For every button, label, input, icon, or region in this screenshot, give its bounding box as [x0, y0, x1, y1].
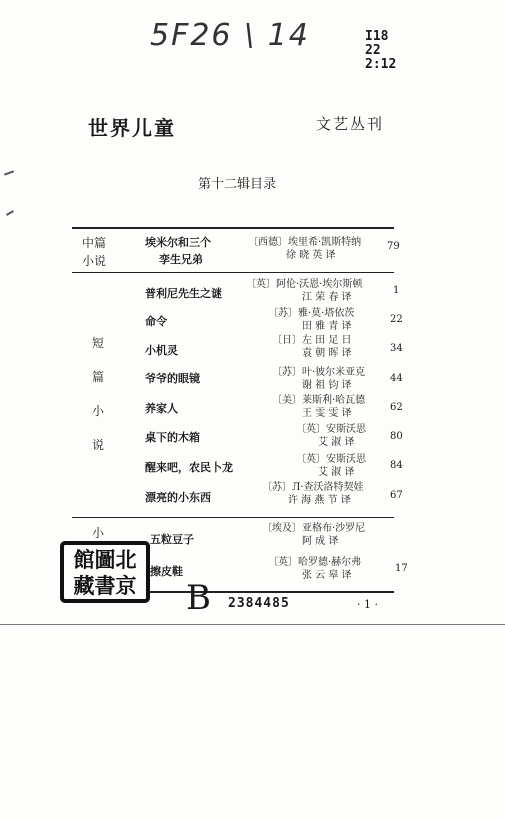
entry-credit: 〔埃及〕亚格布·沙罗尼 阿 成 译 — [262, 523, 366, 547]
stamp-line-2: 藏書京 — [73, 573, 137, 598]
page-number: · 1 · — [357, 598, 378, 611]
entry-credit: 〔西德〕埃里希·凯斯特纳 徐 晓 英 译 — [248, 237, 362, 261]
entry-credit: 〔英〕安斯沃思 艾 淑 译 — [296, 424, 366, 448]
handwritten-callnumber: 5F26 \ 14 — [150, 18, 310, 53]
entry-page: 17 — [395, 563, 408, 574]
entry-page: 79 — [387, 241, 400, 252]
entry-title: 擦皮鞋 — [150, 565, 183, 578]
catalog-line-2: 22 — [365, 43, 381, 58]
barcode-number: 2384485 — [228, 596, 290, 611]
edge-mark — [6, 210, 14, 216]
page-edge-line — [0, 624, 505, 625]
entry-credit: 〔英〕阿伦·沃恩·埃尔斯顿 江 荣 春 译 — [246, 279, 363, 303]
series-subtitle: 文艺丛刊 — [316, 115, 385, 133]
library-stamp — [60, 541, 150, 603]
entry-page: 80 — [390, 431, 403, 442]
entry-page: 84 — [390, 460, 403, 471]
entry-title: 桌下的木箱 — [145, 431, 200, 444]
entry-credit: 〔美〕莱斯利·哈瓦德 王 雯 雯 译 — [272, 395, 366, 419]
entry-page: 44 — [390, 373, 403, 384]
entry-credit: 〔英〕安斯沃思 艾 淑 译 — [296, 454, 366, 478]
section-rule-2 — [72, 517, 394, 518]
section-rule-1 — [72, 272, 394, 273]
entry-title: 小机灵 — [145, 344, 178, 357]
section-label-short-story: 短 篇 小 说 — [92, 336, 105, 452]
entry-credit: 〔苏〕叶·彼尔米亚克 谢 祖 钧 译 — [272, 367, 366, 391]
entry-title: 普利尼先生之谜 — [145, 287, 222, 300]
entry-title: 五粒豆子 — [150, 533, 194, 546]
stamp-line-1: 館圖北 — [73, 547, 137, 572]
toc-title: 第十二辑目录 — [198, 177, 277, 192]
section-label-3: 小 — [92, 526, 105, 540]
entry-credit: 〔苏〕Л·查沃洛特契娃 许 海 燕 节 译 — [262, 482, 364, 506]
entry-credit: 〔英〕哈罗德·赫尔弗 张 云 皋 译 — [268, 557, 362, 581]
entry-title: 醒来吧，农民卜龙 — [145, 461, 233, 474]
entry-title: 漂亮的小东西 — [145, 491, 211, 504]
catalog-code — [365, 30, 396, 72]
top-rule — [72, 227, 394, 229]
entry-page: 62 — [390, 402, 403, 413]
entry-page: 22 — [390, 314, 403, 325]
entry-page: 34 — [390, 343, 403, 354]
entry-title: 命令 — [145, 315, 167, 328]
entry-page: 1 — [393, 285, 400, 296]
entry-page: 67 — [390, 490, 403, 501]
entry-title: 爷爷的眼镜 — [145, 372, 200, 385]
entry-title: 养家人 — [145, 402, 178, 415]
entry-title: 埃米尔和三个 孪生兄弟 — [145, 236, 211, 266]
series-title: 世界儿童 — [88, 116, 176, 140]
entry-credit: 〔苏〕雅·莫·塔依茨 田 雅 青 译 — [268, 308, 355, 332]
section-label-novella: 中篇 小说 — [82, 236, 107, 268]
entry-credit: 〔日〕左 田 足 日 袁 朝 晖 译 — [272, 335, 352, 359]
edge-mark — [4, 170, 14, 175]
catalog-line-3: 2:12 — [365, 57, 397, 72]
catalog-line-1: I18 — [365, 29, 389, 44]
shelf-letter: B — [186, 578, 211, 618]
